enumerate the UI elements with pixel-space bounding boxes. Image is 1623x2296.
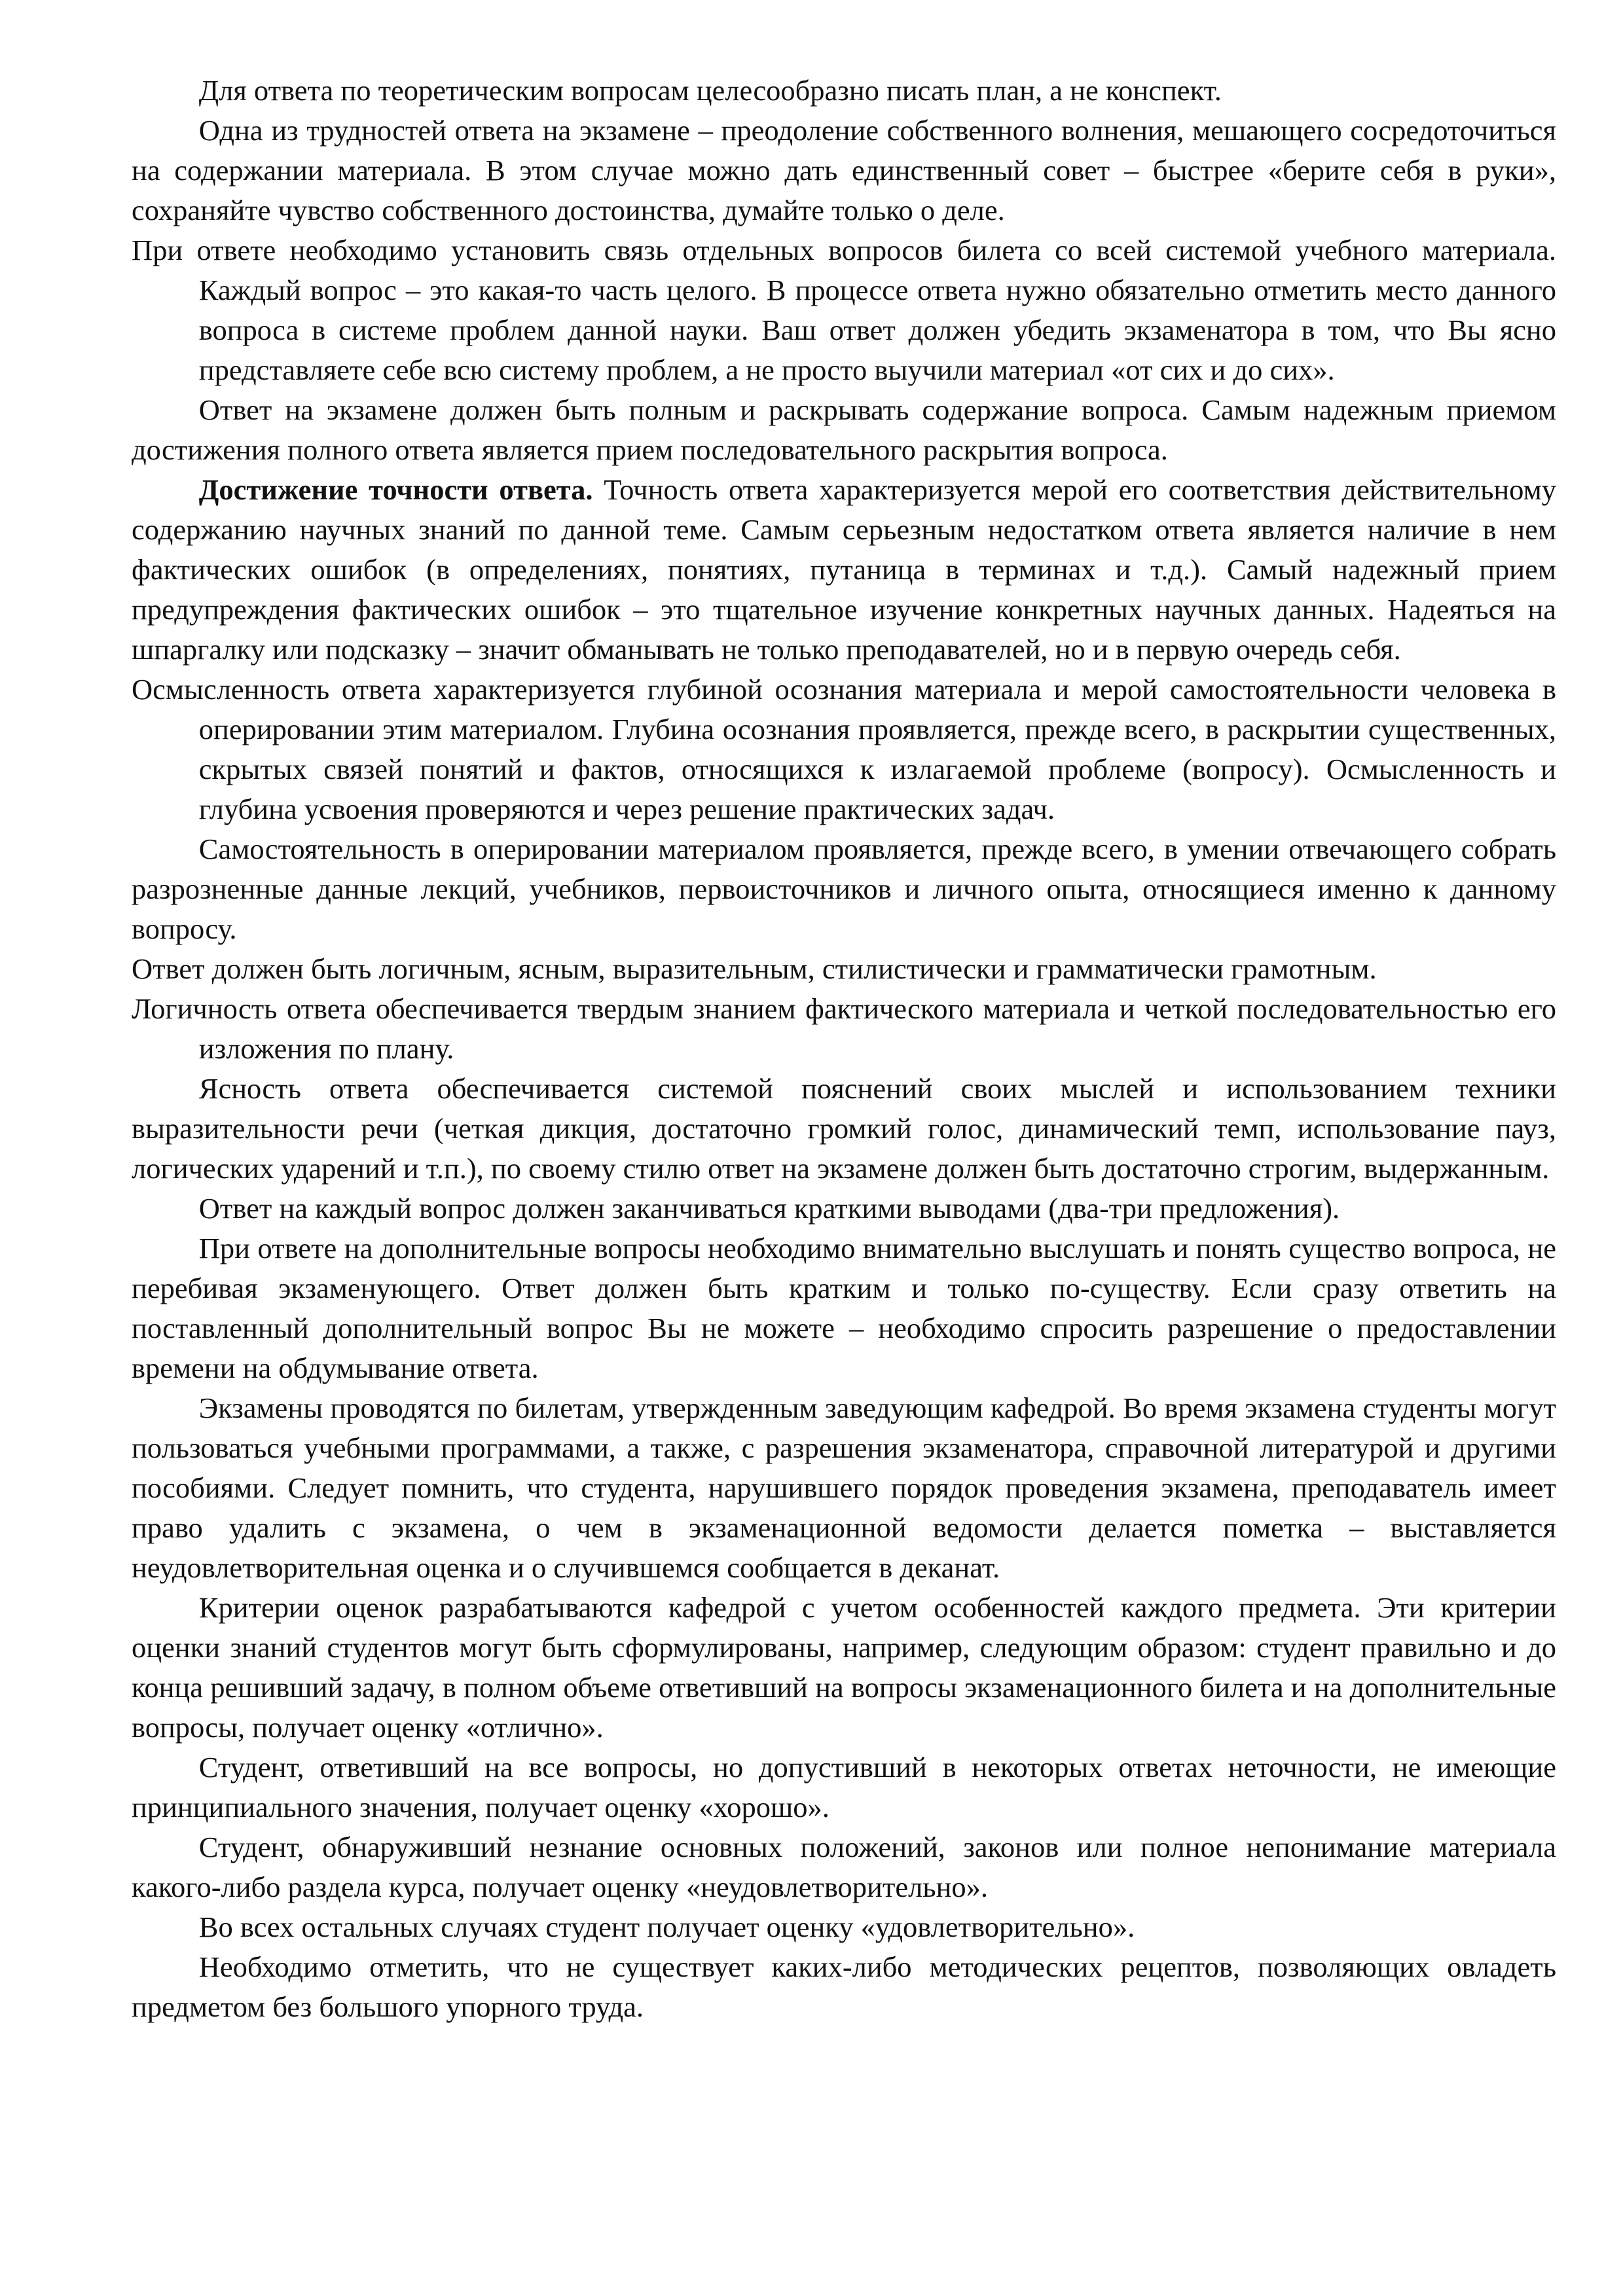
paragraph-answer-completeness: Ответ на экзамене должен быть полным и раскрывать содержание вопроса. Самым надежным приемом достижения полного ответа является прием последовательного раскрытия вопроса. xyxy=(132,393,1556,466)
paragraph-independence: Самостоятельность в оперировании материалом проявляется, прежде всего, в умении отвечающего собрать разрозненные данные лекций, учебников, первоисточников и личного опыта, относящиеся именно к данному вопросу. xyxy=(132,833,1556,945)
paragraph-grade-unsatisfactory: Студент, обнаруживший незнание основных положений, законов или полное непонимание материала какого-либо раздела курса, получает оценку «неудовлетворительно». xyxy=(132,1831,1556,1903)
paragraph-logic: Логичность ответа обеспечивается твердым знанием фактического материала и четкой последовательностью его изложения по плану. xyxy=(132,992,1556,1065)
paragraph-grade-good: Студент, ответивший на все вопросы, но допустивший в некоторых ответах неточности, не имеющие принципиального значения, получает оценку «хорошо». xyxy=(132,1751,1556,1823)
paragraph-additional-questions: При ответе на дополнительные вопросы необходимо внимательно выслушать и понять существо вопроса, не перебивая экзаменующего. Ответ должен быть кратким и только по-существу. Если сразу ответить на поставленный дополнительный вопрос Вы не можете – необходимо спросить разрешение о предоставлении времени на обдумывание ответа. xyxy=(132,1232,1556,1384)
paragraph-grading-criteria: Критерии оценок разрабатываются кафедрой с учетом особенностей каждого предмета. Эти критерии оценки знаний студентов могут быть сформулированы, например, следующим образом: студент правильно и до конца решивший задачу, в полном объеме ответивший на вопросы экзаменационного билета и на дополнительные вопросы, получает оценку «отлично». xyxy=(132,1591,1556,1744)
paragraph-lead-heading: Достижение точности ответа. xyxy=(198,473,593,506)
paragraph-hard-work: Необходимо отметить, что не существует каких-либо методических рецептов, позволяющих овладеть предметом без большого упорного труда. xyxy=(132,1950,1556,2023)
paragraph-clarity: Ясность ответа обеспечивается системой пояснений своих мыслей и использованием техники выразительности речи (четкая дикция, достаточно громкий голос, динамический темп, использование пауз, логических ударений и т.п.), по своему стилю ответ на экзамене должен быть достаточно строгим, выдержанным. xyxy=(132,1072,1556,1185)
paragraph-exam-anxiety: Одна из трудностей ответа на экзамене – преодоление собственного волнения, мешающего сосредоточиться на содержании материала. В этом случае можно дать единственный совет – быстрее «берите себя в руки», сохраняйте чувство собственного достоинства, думайте только о деле. xyxy=(132,114,1556,226)
paragraph-exam-tickets: Экзамены проводятся по билетам, утвержденным заведующим кафедрой. Во время экзамена студенты могут пользоваться учебными программами, а также, с разрешения экзаменатора, справочной литературой и другими пособиями. Следует помнить, что студента, нарушившего порядок проведения экзамена, преподаватель имеет право удалить с экзамена, о чем в экзаменационной ведомости делается пометка – выставляется неудовлетворительная оценка и о случившемся сообщается в деканат. xyxy=(132,1391,1556,1584)
document-page xyxy=(132,71,1556,2027)
paragraph-conclusions: Ответ на каждый вопрос должен заканчиваться краткими выводами (два-три предложения). xyxy=(198,1192,1340,1225)
paragraph-answer-meaningfulness: Осмысленность ответа характеризуется глубиной осознания материала и мерой самостоятельности человека в оперировании этим материалом. Глубина осознания проявляется, прежде всего, в раскрытии существенных, скрытых связей понятий и фактов, относящихся к излагаемой проблеме (вопросу). Осмысленность и глубина усвоения проверяются и через решение практических задач. xyxy=(132,673,1556,825)
paragraph-grade-satisfactory: Во всех остальных случаях студент получает оценку «удовлетворительно». xyxy=(198,1910,1135,1943)
paragraph-system-connection: При ответе необходимо установить связь отдельных вопросов билета со всей системой учебного материала. Каждый вопрос – это какая-то часть целого. В процессе ответа нужно обязательно отметить место данного вопроса в системе проблем данной науки. Ваш ответ должен убедить экзаменатора в том, что Вы ясно представляете себе всю систему проблем, а не просто выучили материал «от сих и до сих». xyxy=(132,234,1556,386)
paragraph-answer-logical: Ответ должен быть логичным, ясным, выразительным, стилистически и грамматически грамотным. xyxy=(132,952,1377,985)
paragraph-answer-accuracy: Достижение точности ответа. Точность ответа характеризуется мерой его соответствия действительному содержанию научных знаний по данной теме. Самым серьезным недостатком ответа является наличие в нем фактических ошибок (в определениях, понятиях, путаница в терминах и т.д.). Самый надежный прием предупреждения фактических ошибок – это тщательное изучение конкретных научных данных. Надеяться на шпаргалку или подсказку – значит обманывать не только преподавателей, но и в первую очередь себя. xyxy=(132,473,1556,666)
paragraph-plan-advice: Для ответа по теоретическим вопросам целесообразно писать план, а не конспект. xyxy=(198,74,1222,107)
